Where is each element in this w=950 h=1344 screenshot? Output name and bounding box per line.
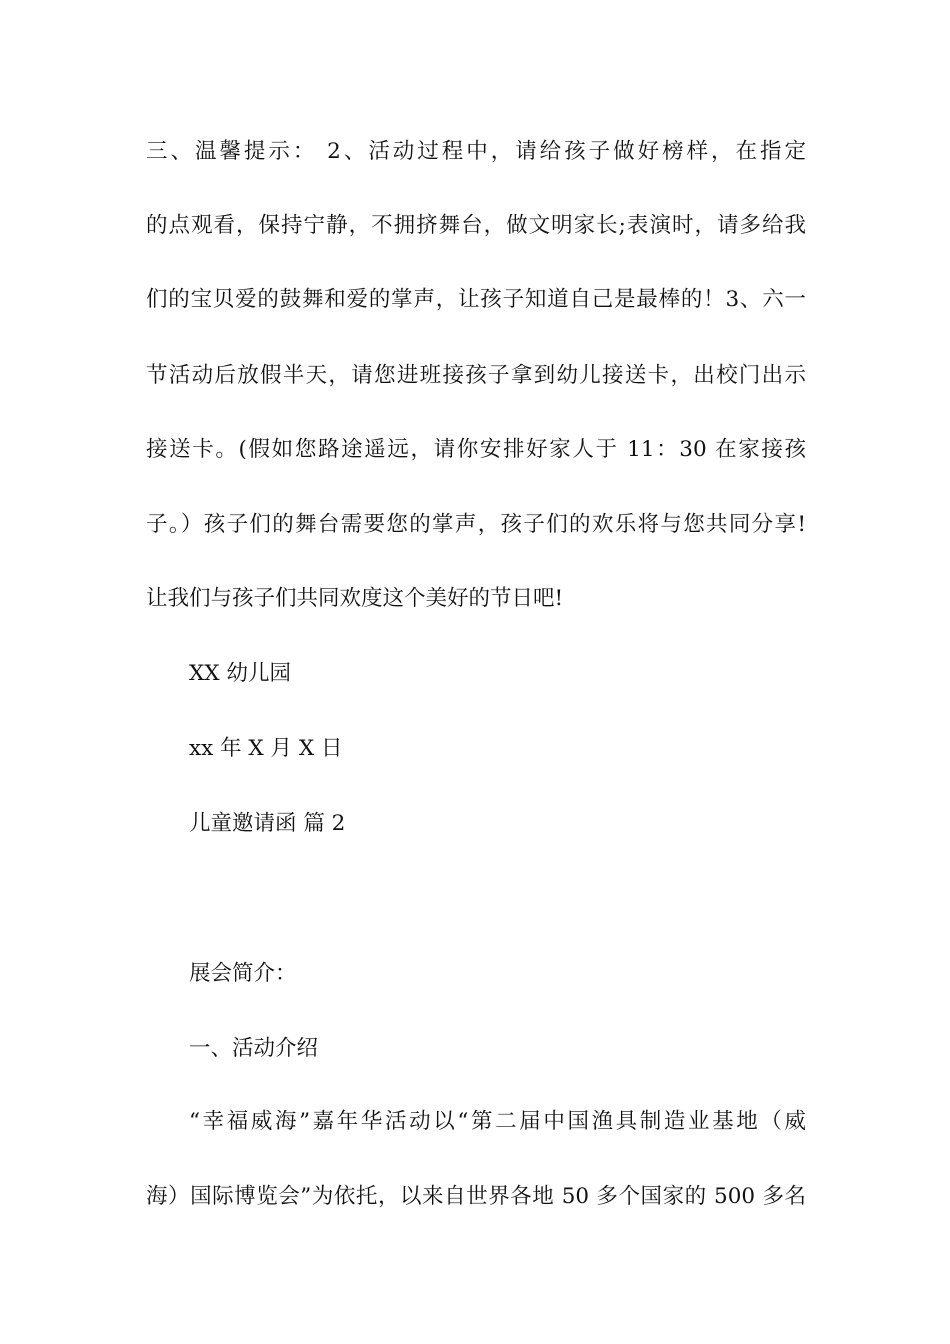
signature-date: xx 年 X 月 X 日: [189, 736, 343, 761]
paragraph-line: 的点观看，保持宁静，不拥挤舞台，做文明家长;表演时，请多给我: [146, 213, 806, 238]
activity-heading: 一、活动介绍: [189, 1036, 319, 1061]
paragraph-line: 海）国际博览会”为依托，以来自世界各地 50 多个国家的 500 多名: [146, 1184, 806, 1209]
intro-heading: 展会简介：: [189, 961, 297, 986]
signature-organization: XX 幼儿园: [189, 661, 291, 686]
paragraph-line: 们的宝贝爱的鼓舞和爱的掌声，让孩子知道自己是最棒的！3、六一: [146, 287, 806, 312]
paragraph-line: 三、温馨提示： 2、活动过程中，请给孩子做好榜样，在指定: [146, 139, 806, 164]
section-title: 儿童邀请函 篇 2: [189, 811, 346, 836]
paragraph-line: 接送卡。(假如您路途遥远，请你安排好家人于 11：30 在家接孩: [146, 437, 806, 462]
paragraph-line: “幸福威海”嘉年华活动以“第二届中国渔具制造业基地（威: [189, 1109, 806, 1134]
paragraph-line: 节活动后放假半天，请您进班接孩子拿到幼儿接送卡，出校门出示: [146, 363, 806, 388]
paragraph-line: 子。）孩子们的舞台需要您的掌声，孩子们的欢乐将与您共同分享!: [146, 512, 806, 537]
paragraph-line: 让我们与孩子们共同欢度这个美好的节日吧!: [146, 586, 564, 611]
